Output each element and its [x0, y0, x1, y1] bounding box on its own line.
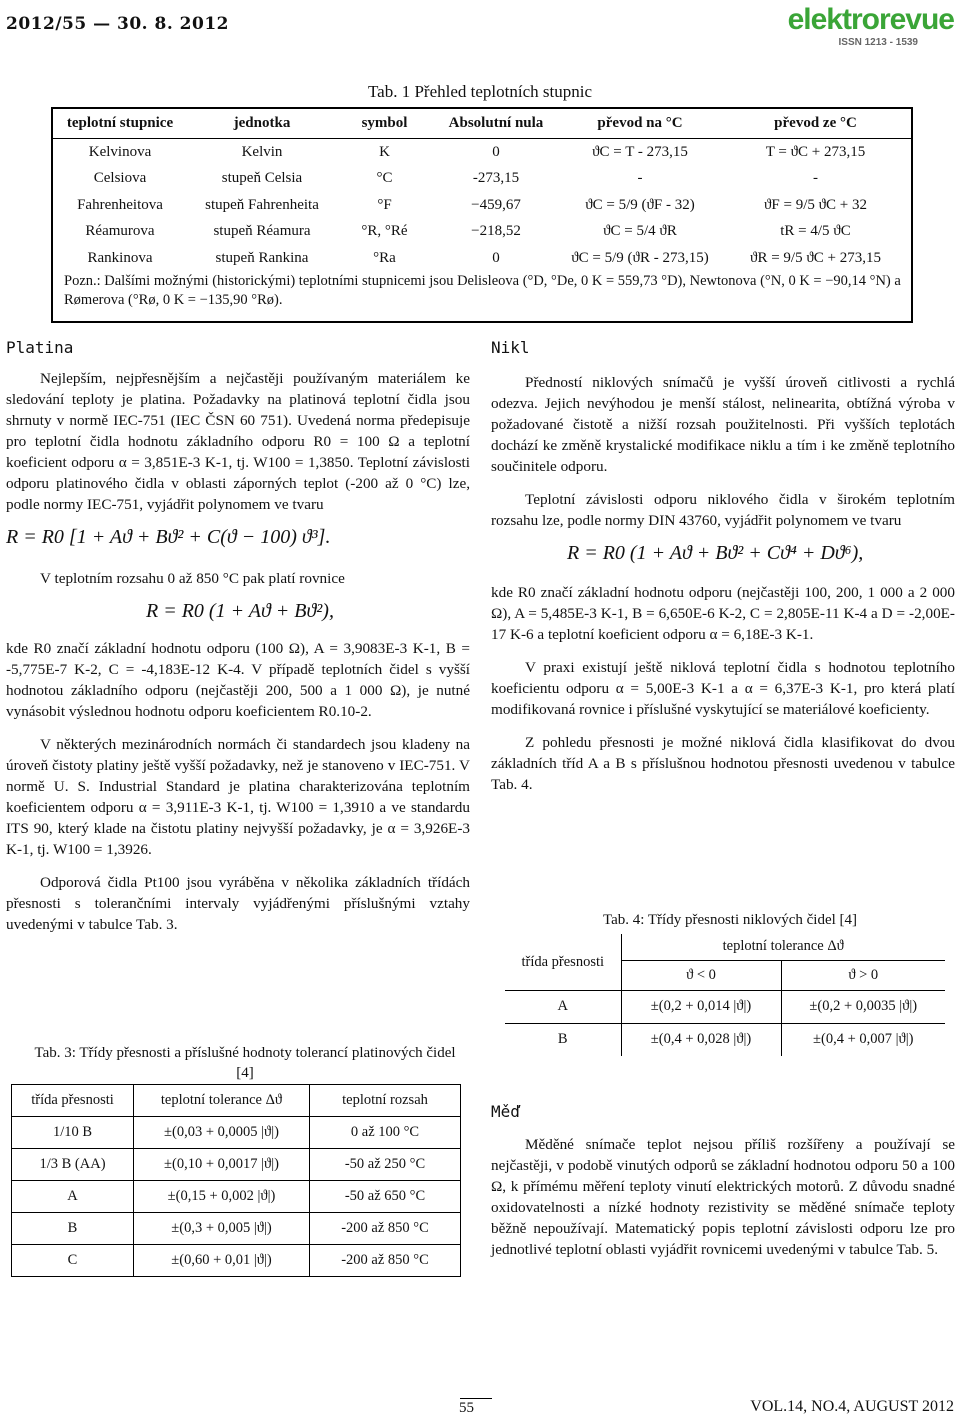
table3-cell: C — [12, 1245, 134, 1277]
table1-row — [53, 219, 911, 246]
paragraph: kde R0 značí základní hodnotu odporu (nejčastěji 100, 200, 1 000 a 2 000 Ω), A = 5,485E-3 K-1, B = 6,650E-6 K-2, C = 2,805E-11 K-4 a D = -2,00E-17 K-6 a teplotní koeficient odporu α = 6,18E-3 K-1. — [491, 584, 955, 643]
table1-cell: -273,15 — [472, 170, 520, 187]
issue-date: 2012/55 — 30. 8. 2012 — [6, 14, 229, 34]
table1-cell: ϑC = 5/9 (ϑR - 273,15) — [571, 249, 709, 266]
table3-cell: ±(0,60 + 0,01 |ϑ|) — [134, 1245, 310, 1277]
table4-cell: ±(0,4 + 0,007 |ϑ|) — [781, 1023, 945, 1056]
section-heading-platina: Platina — [6, 338, 74, 357]
table1-header: teplotní stupnice — [53, 109, 187, 139]
table3-row — [12, 1245, 461, 1277]
table1-cell: T = ϑC + 273,15 — [765, 143, 866, 160]
table1-cell: ϑC = 5/9 (ϑF - 32) — [585, 196, 695, 213]
elektrorevue-logo — [730, 4, 954, 48]
table3-cell: -50 až 250 °C — [310, 1149, 461, 1181]
table1-header: Absolutní nula — [432, 109, 560, 139]
table3-row — [12, 1117, 461, 1149]
table1-header: symbol — [337, 109, 432, 139]
table1-cell: tR = 4/5 ϑC — [780, 223, 851, 240]
table1-cell: - — [813, 170, 818, 187]
table4-caption: Tab. 4: Třídy přesnosti niklových čidel [4] — [602, 912, 858, 928]
footer-rule — [460, 1398, 492, 1399]
table1-cell: Kelvinova — [88, 143, 152, 160]
table4-cell: ±(0,4 + 0,028 |ϑ|) — [621, 1023, 781, 1056]
table1-cell: °C — [376, 170, 393, 187]
volume-info: VOL.14, NO.4, AUGUST 2012 — [750, 1398, 954, 1415]
table3-row — [12, 1181, 461, 1213]
table1-cell: 0 — [492, 249, 500, 266]
table1-cell: −218,52 — [471, 223, 521, 240]
paragraph: Z pohledu přesnosti je možné niklová čidla klasifikovat do dvou základních tříd A a B s příslušnou hodnotou přesnosti uvedenou v tabulce Tab. 4. — [491, 734, 955, 793]
paragraph: Odporová čidla Pt100 jsou vyráběna v několika základních třídách přesnosti s tolerančními intervaly vyjádřenými příslušnými vztahy uvedenými v tabulce Tab. 3. — [6, 874, 470, 933]
paragraph: V některých mezinárodních normách či standardech jsou kladeny na úroveň čistoty platiny ještě vyšší požadavky, než je stanoveno v IEC-751. V normě U. S. Industrial Standard je platina charakterizována teplotním koeficientem odporu α = 3,911E-3 K-1, tj. W100 = 1,3910 a ve standardu ITS 90, který klade na čistotu platiny nejvyšší požadavky, je α = 3,926E-3 K-1, tj. W100 = 1,3926. — [6, 736, 470, 858]
table3-cell: 1/10 B — [12, 1117, 134, 1149]
issn-label: ISSN 1213 - 1539 — [838, 37, 918, 48]
table4 — [505, 934, 945, 1056]
table1-cell: stupeň Fahrenheita — [205, 196, 319, 213]
table3-header: třída přesnosti — [12, 1085, 134, 1117]
table1-cell: ϑC = T - 273,15 — [592, 143, 688, 160]
table1-header-row — [53, 109, 911, 139]
table3-row — [12, 1149, 461, 1181]
table4-subheader-negative: ϑ < 0 — [621, 960, 781, 990]
table1-cell: ϑR = 9/5 ϑC + 273,15 — [750, 249, 881, 266]
table4-tolerance-header: teplotní tolerance Δϑ — [621, 934, 945, 960]
table3-cell: -200 až 850 °C — [310, 1213, 461, 1245]
table1-cell: K — [379, 143, 390, 160]
equation-nikl: R = R0 (1 + Aϑ + Bϑ² + Cϑ⁴ + Dϑ⁶), — [567, 542, 864, 564]
table1-cell: stupeň Celsia — [221, 170, 303, 187]
paragraph: Nejlepším, nejpřesnějším a nejčastěji používaným materiálem ke sledování teploty je platina. Požadavky na platinová teplotní čidla jsou shrnuty v normě IEC-751 (IEC ČSN 60 751). Uvedená norma předepisuje pro teplotní čidla hodnotu základního odporu R0 = 100 Ω a teplotní koeficient odporu α = 3,851E-3 K-1, tj. W100 = 1,3850. Teplotní závislosti odporu platinového čidla v oblasti záporných teplot (-200 až 0 °C) lze, podle normy IEC-751, vyjádřit polynomem ve tvaru — [6, 370, 470, 513]
table1-cell: °F — [377, 196, 392, 213]
table3-cell: 1/3 B (AA) — [12, 1149, 134, 1181]
table3-cell: -200 až 850 °C — [310, 1245, 461, 1277]
paragraph: V praxi existují ještě niklová teplotní čidla s hodnotou teplotního koeficientu odporu α = 5,00E-3 K-1 a α = 6,37E-3 K-1, pro která platí modifikovaná rovnice i příslušné vyskytující se materiálové koeficienty. — [491, 659, 955, 718]
table1-cell: stupeň Réamura — [213, 223, 311, 240]
table4-cell: ±(0,2 + 0,014 |ϑ|) — [621, 990, 781, 1023]
platina-column — [6, 368, 470, 947]
table1-cell: Celsiova — [93, 170, 147, 187]
table1-cell: ϑF = 9/5 ϑC + 32 — [763, 196, 868, 213]
table1-row — [53, 139, 911, 166]
table3-caption: Tab. 3: Třídy přesnosti a příslušné hodnoty tolerancí platinových čidel [4] — [34, 1045, 456, 1081]
table4-class-header: třída přesnosti — [505, 934, 621, 990]
equation-platina-negative: R = R0 [1 + Aϑ + Bϑ² + C(ϑ − 100) ϑ³]. — [6, 526, 331, 548]
table1-row — [53, 192, 911, 219]
table1-cell: Réamurova — [85, 223, 155, 240]
table1-header: jednotka — [187, 109, 337, 139]
table1-note: Pozn.: Dalšími možnými (historickými) teplotními stupnicemi jsou Delisleova (°D, °De, 0 K = 559,73 °D), Newtonova (°N, 0 K = −90,14 °N) a Rømerova (°Rø, 0 K = −135,90 °Rø). — [64, 273, 901, 308]
nikl-column — [491, 372, 955, 807]
table4-cell: ±(0,2 + 0,0035 |ϑ|) — [781, 990, 945, 1023]
table3-header-row — [12, 1085, 461, 1117]
table1-row — [53, 166, 911, 193]
table4-cell: A — [505, 990, 621, 1023]
table4-row — [505, 990, 945, 1023]
table1-cell: Kelvin — [241, 143, 283, 160]
table4-row — [505, 1023, 945, 1056]
paragraph: kde R0 značí základní hodnotu odporu (100 Ω), A = 3,9083E-3 K-1, B = -5,775E-7 K-2, C = -4,183E-12 K-4. V případě teplotních čidel s vyšší hodnotou základního odporu (nejčastěji 200, 500 a 1 000 Ω), je nutné vynásobit výslednou hodnotu odporu koeficientem R0.10-2. — [6, 640, 470, 720]
table1-cell: 0 — [492, 143, 500, 160]
table3-cell: ±(0,10 + 0,0017 |ϑ|) — [134, 1149, 310, 1181]
table1-cell: stupeň Rankina — [215, 249, 309, 266]
table3-cell: ±(0,15 + 0,002 |ϑ|) — [134, 1181, 310, 1213]
table4-subheader-positive: ϑ > 0 — [781, 960, 945, 990]
table1-cell: −459,67 — [471, 196, 521, 213]
paragraph: Teplotní závislosti odporu niklového čidla v širokém teplotním rozsahu lze, podle normy DIN 43760, vyjádřit polynomem ve tvaru — [491, 491, 955, 529]
table1-cell: - — [637, 170, 643, 187]
med-column — [491, 1134, 955, 1272]
page-number: 55 — [459, 1400, 474, 1416]
table1-cell: Rankinova — [87, 249, 153, 266]
table1-cell: °R, °Ré — [361, 223, 408, 240]
equation-platina-positive: R = R0 (1 + Aϑ + Bϑ²), — [146, 600, 334, 622]
table1-header: převod ze °C — [720, 109, 911, 139]
table1-caption: Tab. 1 Přehled teplotních stupnic — [367, 82, 592, 101]
paragraph: V teplotním rozsahu 0 až 850 °C pak platí rovnice — [40, 570, 345, 587]
table3-cell: ±(0,3 + 0,005 |ϑ|) — [134, 1213, 310, 1245]
table1-cell: Fahrenheitova — [77, 196, 163, 213]
table3-header: teplotní tolerance Δϑ — [134, 1085, 310, 1117]
section-heading-med: Měď — [491, 1102, 520, 1121]
table1-row — [53, 245, 911, 272]
table3-cell: A — [12, 1181, 134, 1213]
table3-header: teplotní rozsah — [310, 1085, 461, 1117]
table3 — [11, 1084, 461, 1277]
table4-cell: B — [505, 1023, 621, 1056]
table3-cell: -50 až 650 °C — [310, 1181, 461, 1213]
table3-cell: B — [12, 1213, 134, 1245]
paragraph: Předností niklových snímačů je vyšší úroveň citlivosti a rychlá odezva. Jejich nevýhodou je menší stálost, nelinearita, obtížná výroba v požadované čistotě a nižší rozsah použitelnosti. Při vyšších teplotách dochází ke změně krystalické modifikace niklu a tím i ke změně teplotního součinitele odporu. — [491, 374, 955, 475]
table1-header: převod na °C — [560, 109, 720, 139]
table3-row — [12, 1213, 461, 1245]
table1-cell: ϑC = 5/4 ϑR — [603, 223, 677, 240]
logo-wordmark: elektrorevue — [787, 3, 954, 36]
paragraph: Měděné snímače teplot nejsou příliš rozšířeny a používají se nejčastěji, v podobě vinutých odporů se základní hodnotou odporu 50 a 100 Ω, k přímému měření teploty vinutí elektrických motorů. Z důvodu snadné oxidovatelnosti a nízké hodnoty rezistivity se měděné snímače teploty běžně nepoužívají. Matematický popis teplotní závislosti odporu lze pro jednotlivé teplotní oblasti vyjádřit rovnicemi uvedenými v tabulce Tab. 5. — [491, 1136, 955, 1258]
section-heading-nikl: Nikl — [491, 338, 530, 357]
table1-cell: °Ra — [373, 249, 396, 266]
table3-cell: ±(0,03 + 0,0005 |ϑ|) — [134, 1117, 310, 1149]
table3-cell: 0 až 100 °C — [310, 1117, 461, 1149]
